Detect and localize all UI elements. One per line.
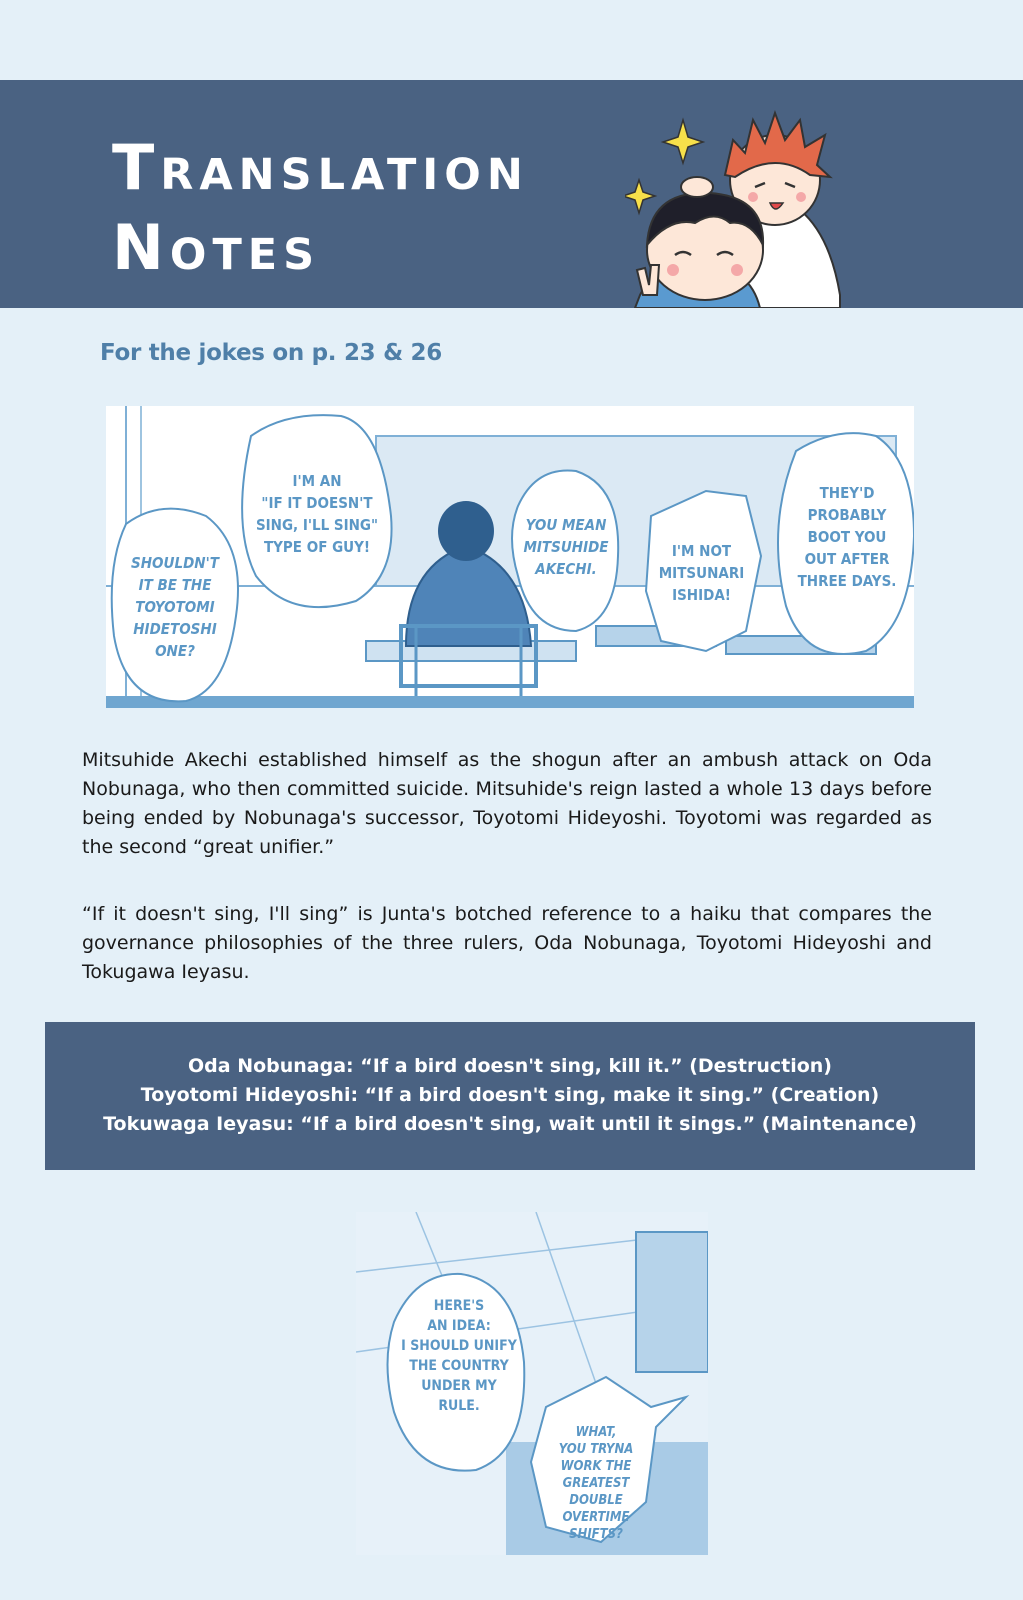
haiku-quote-box (45, 1022, 975, 1170)
title-line-1: Translation (112, 131, 529, 204)
quote-line: Oda Nobunaga: “If a bird doesn't sing, kill it.” (Destruction) (188, 1055, 832, 1077)
title-line-2: Notes (112, 211, 321, 284)
speech-bubble: YOU MEAN MITSUHIDE AKECHI. (523, 516, 609, 578)
speech-bubble: I'M NOT MITSUNARI ISHIDA! (658, 542, 745, 604)
sparkle-icon (663, 120, 703, 163)
manga-panel-unify (356, 1212, 708, 1555)
translation-paragraph: “If it doesn't sing, I'll sing” is Junta's botched reference to a haiku that compares the governance philosophies of the three rulers, Oda Nobunaga, Toyotomi Hideyoshi and Tokugawa Ieyasu. (82, 903, 932, 983)
speech-bubble: WHAT, YOU TRYNA WORK THE GREATEST DOUBLE OVERTIME SHIFTS? (558, 1425, 634, 1542)
sparkle-icon (625, 180, 655, 213)
section-heading: For the jokes on p. 23 & 26 (100, 340, 442, 366)
speech-bubble: I'M AN "IF IT DOESN'T SING, I'LL SING" TYPE OF GUY! (255, 472, 379, 556)
quote-line: Tokuwaga Ieyasu: “If a bird doesn't sing, wait until it sings.” (Maintenance) (103, 1113, 917, 1135)
speech-bubble: HERE'S AN IDEA: I SHOULD UNIFY THE COUNTRY UNDER MY RULE. (401, 1298, 517, 1414)
manga-panel-classroom (106, 406, 914, 708)
translation-paragraph: Mitsuhide Akechi established himself as the shogun after an ambush attack on Oda Nobunaga, who then committed suicide. Mitsuhide's reign lasted a whole 13 days before being ended by Nobunaga's successor, Toyotomi Hideyoshi. Toyotomi was regarded as the second “great unifier.” (82, 749, 932, 858)
speech-bubble: SHOULDN'T IT BE THE TOYOTOMI HIDETOSHI ONE? (131, 554, 219, 660)
speech-bubble: THEY'D PROBABLY BOOT YOU OUT AFTER THREE DAYS. (797, 484, 897, 590)
quote-line: Toyotomi Hideyoshi: “If a bird doesn't sing, make it sing.” (Creation) (140, 1084, 880, 1106)
page-title (112, 128, 529, 288)
chibi-characters-illustration (625, 105, 875, 308)
